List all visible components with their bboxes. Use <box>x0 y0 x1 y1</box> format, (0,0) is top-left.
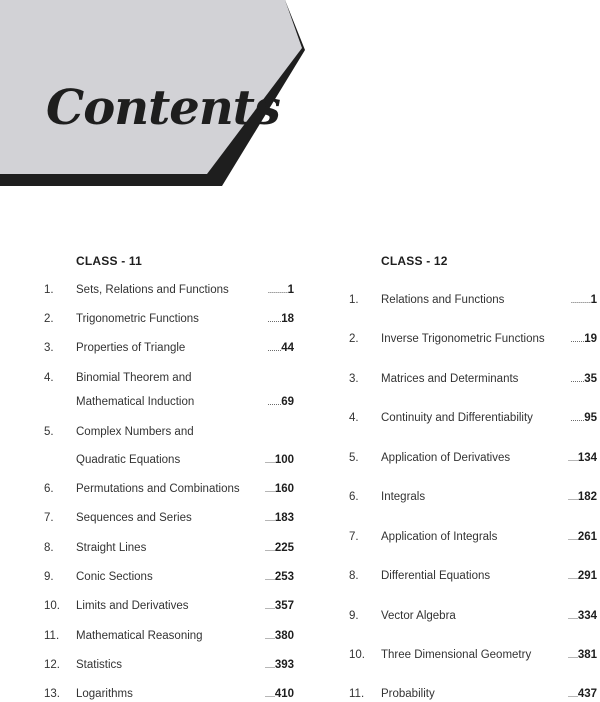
page-number: 253 <box>274 571 294 583</box>
entry-title: Application of Integrals <box>381 531 498 543</box>
entry-number: 4. <box>44 372 54 384</box>
page-number: 291 <box>577 570 597 582</box>
entry-title: Mathematical Reasoning <box>76 630 203 642</box>
entry-title: Integrals <box>381 491 426 503</box>
leader-dots: ..... <box>567 532 578 542</box>
entry-number: 2. <box>349 333 359 345</box>
toc-entry[interactable] <box>0 481 310 497</box>
page-number: 44 <box>281 342 294 354</box>
entry-title: Mathematical Induction <box>76 396 195 408</box>
entry-page-number <box>265 510 294 526</box>
page-number: 334 <box>577 610 597 622</box>
entry-title: Conic Sections <box>76 571 153 583</box>
entry-number: 7. <box>44 512 54 524</box>
toc-entry[interactable] <box>0 452 310 468</box>
page-number: 19 <box>584 333 597 345</box>
class-12-heading: CLASS - 12 <box>381 254 448 268</box>
entry-number: 9. <box>349 610 359 622</box>
entry-page-number <box>568 450 597 466</box>
toc-entry[interactable] <box>345 489 600 505</box>
contents-banner <box>0 0 320 200</box>
entry-title: Relations and Functions <box>381 294 505 306</box>
entry-title: Statistics <box>76 659 123 671</box>
leader-dots: ..... <box>264 513 275 523</box>
page-number: 380 <box>274 630 294 642</box>
toc-entry[interactable] <box>0 394 310 410</box>
entry-title: Sets, Relations and Functions <box>76 284 229 296</box>
entry-number: 7. <box>349 531 359 543</box>
toc-entry[interactable] <box>0 370 310 386</box>
entry-number: 8. <box>44 542 54 554</box>
entry-number: 4. <box>349 412 359 424</box>
entry-title: Vector Algebra <box>381 610 456 622</box>
entry-title: Differential Equations <box>381 570 491 582</box>
leader-dots: ..... <box>567 650 578 660</box>
page-number: 1 <box>590 294 597 306</box>
entry-number: 10. <box>44 600 60 612</box>
page-number: 357 <box>274 600 294 612</box>
entry-page-number <box>267 311 294 327</box>
page-number: 261 <box>577 531 597 543</box>
page-number: 183 <box>274 512 294 524</box>
entry-page-number <box>570 331 597 347</box>
entry-number: 13. <box>44 688 60 700</box>
page-number: 100 <box>274 454 294 466</box>
toc-entry[interactable] <box>0 657 310 673</box>
leader-dots: ..... <box>264 572 275 582</box>
entry-page-number <box>568 647 597 663</box>
toc-entry[interactable] <box>0 510 310 526</box>
entry-number: 12. <box>44 659 60 671</box>
toc-entry[interactable] <box>345 608 600 624</box>
page-number: 134 <box>577 452 597 464</box>
entry-number: 3. <box>44 342 54 354</box>
toc-entry[interactable] <box>345 529 600 545</box>
page-number: 18 <box>281 313 294 325</box>
leader-dots: ..... <box>567 571 578 581</box>
leader-dots: ....... <box>267 343 282 353</box>
entry-number: 8. <box>349 570 359 582</box>
toc-entry[interactable] <box>0 628 310 644</box>
toc-entry[interactable] <box>0 282 310 298</box>
toc-entry[interactable] <box>345 371 600 387</box>
entry-title: Probability <box>381 688 435 700</box>
entry-number: 1. <box>44 284 54 296</box>
entry-page-number <box>570 410 597 426</box>
toc-entry[interactable] <box>0 598 310 614</box>
entry-title: Binomial Theorem and <box>76 372 192 384</box>
entry-title: Three Dimensional Geometry <box>381 649 532 661</box>
toc-entry[interactable] <box>0 340 310 356</box>
leader-dots: ..... <box>264 484 275 494</box>
entry-page-number <box>265 540 294 556</box>
entry-page-number <box>571 292 597 308</box>
leader-dots: .......... <box>267 285 288 295</box>
entry-page-number <box>568 608 597 624</box>
entry-title: Application of Derivatives <box>381 452 511 464</box>
page-number: 1 <box>287 284 294 296</box>
toc-entry[interactable] <box>0 424 310 440</box>
leader-dots: ....... <box>267 314 282 324</box>
entry-page-number <box>265 598 294 614</box>
entry-page-number <box>265 628 294 644</box>
entry-page-number <box>265 657 294 673</box>
leader-dots: .......... <box>570 295 591 305</box>
entry-title: Sequences and Series <box>76 512 192 524</box>
toc-entry[interactable] <box>345 568 600 584</box>
leader-dots: ..... <box>567 611 578 621</box>
entry-title: Complex Numbers and <box>76 426 194 438</box>
leader-dots: ..... <box>567 492 578 502</box>
entry-number: 11. <box>349 688 365 700</box>
entry-number: 3. <box>349 373 359 385</box>
toc-entry[interactable] <box>0 311 310 327</box>
class-11-heading: CLASS - 11 <box>76 254 143 268</box>
page-number: 437 <box>577 688 597 700</box>
entry-page-number <box>568 686 597 702</box>
toc-entry[interactable] <box>0 569 310 585</box>
entry-page-number <box>570 371 597 387</box>
entry-page-number <box>267 340 294 356</box>
entry-title: Continuity and Differentiability <box>381 412 533 424</box>
entry-number: 6. <box>44 483 54 495</box>
leader-dots: ..... <box>264 689 275 699</box>
toc-entry[interactable] <box>345 647 600 663</box>
toc-entry[interactable] <box>345 686 600 702</box>
entry-number: 2. <box>44 313 54 325</box>
entry-number: 11. <box>44 630 60 642</box>
entry-number: 5. <box>349 452 359 464</box>
entry-title: Permutations and Combinations <box>76 483 240 495</box>
entry-page-number <box>568 529 597 545</box>
leader-dots: ..... <box>264 601 275 611</box>
entry-page-number <box>265 569 294 585</box>
leader-dots: ..... <box>264 660 275 670</box>
entry-page-number <box>265 452 294 468</box>
entry-page-number <box>268 282 294 298</box>
toc-entry[interactable] <box>0 686 310 702</box>
entry-title: Straight Lines <box>76 542 147 554</box>
leader-dots: ....... <box>570 334 585 344</box>
page-number: 69 <box>281 396 294 408</box>
toc-entry[interactable] <box>345 331 600 347</box>
entry-page-number <box>267 394 294 410</box>
leader-dots: ....... <box>570 413 585 423</box>
entry-title: Trigonometric Functions <box>76 313 199 325</box>
entry-page-number <box>568 568 597 584</box>
page-number: 225 <box>274 542 294 554</box>
page-number: 393 <box>274 659 294 671</box>
entry-number: 9. <box>44 571 54 583</box>
entry-title: Inverse Trigonometric Functions <box>381 333 545 345</box>
entry-page-number <box>568 489 597 505</box>
page-number: 160 <box>274 483 294 495</box>
page-number: 35 <box>584 373 597 385</box>
leader-dots: ..... <box>567 689 578 699</box>
toc-entry[interactable] <box>345 410 600 426</box>
leader-dots: ..... <box>264 631 275 641</box>
entry-page-number <box>265 481 294 497</box>
entry-title: Limits and Derivatives <box>76 600 189 612</box>
entry-number: 6. <box>349 491 359 503</box>
leader-dots: ....... <box>267 397 282 407</box>
entry-number: 10. <box>349 649 365 661</box>
entry-title: Logarithms <box>76 688 133 700</box>
entry-title: Matrices and Determinants <box>381 373 519 385</box>
page-number: 95 <box>584 412 597 424</box>
leader-dots: ....... <box>570 374 585 384</box>
page-title: Contents <box>46 80 280 136</box>
toc-entry[interactable] <box>345 450 600 466</box>
page-number: 410 <box>274 688 294 700</box>
toc-entry[interactable] <box>345 292 600 308</box>
leader-dots: ..... <box>264 543 275 553</box>
toc-entry[interactable] <box>0 540 310 556</box>
entry-number: 5. <box>44 426 54 438</box>
entry-title: Quadratic Equations <box>76 454 181 466</box>
entry-title: Properties of Triangle <box>76 342 186 354</box>
page-number: 381 <box>577 649 597 661</box>
leader-dots: ..... <box>567 453 578 463</box>
page-number: 182 <box>577 491 597 503</box>
entry-number: 1. <box>349 294 359 306</box>
entry-page-number <box>265 686 294 702</box>
leader-dots: ..... <box>264 455 275 465</box>
